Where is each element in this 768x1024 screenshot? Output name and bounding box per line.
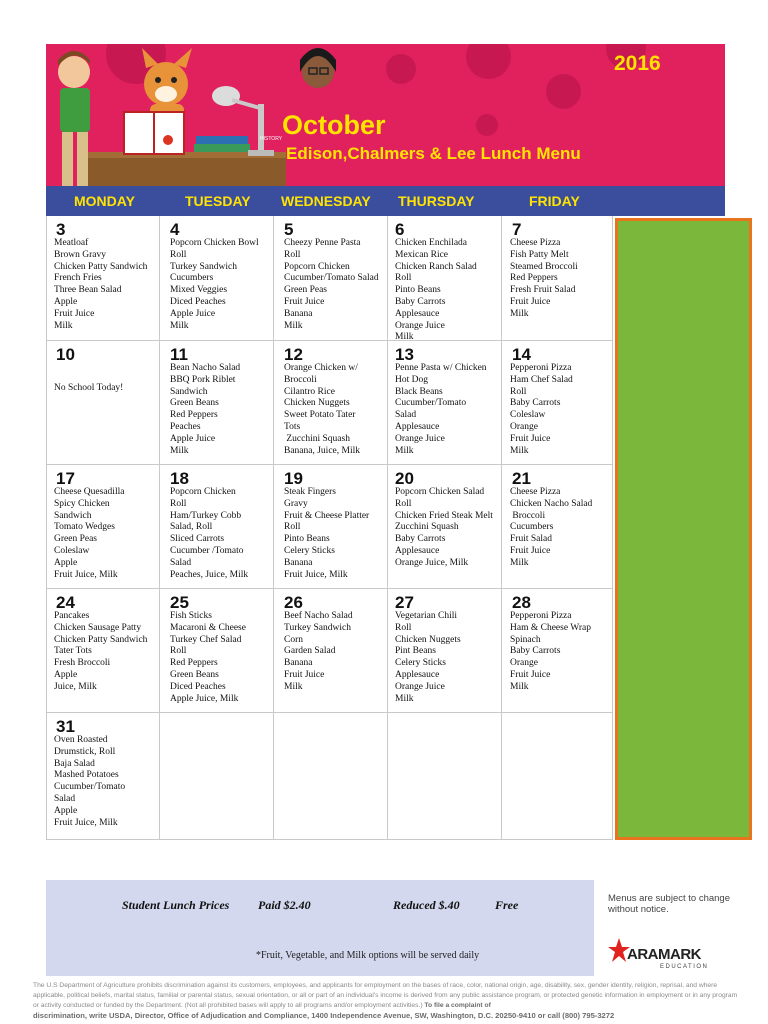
svg-text:HISTORY: HISTORY [260, 136, 283, 142]
day-number: 3 [56, 220, 66, 239]
day-number: 26 [284, 593, 303, 612]
day-menu-items: Oven Roasted Drumstick, Roll Baja Salad Mashed Potatoes Cucumber/Tomato Salad Apple Fruit Juice, Milk [54, 735, 126, 828]
day-header-wednesday: WEDNESDAY [281, 193, 371, 209]
daily-options-note: *Fruit, Vegetable, and Milk options will be served daily [256, 950, 480, 961]
decor-dot [546, 74, 581, 109]
day-menu-items: Popcorn Chicken Roll Ham/Turkey Cobb Salad, Roll Sliced Carrots Cucumber /Tomato Salad Peaches, Juice, Milk [170, 487, 249, 580]
day-number: 25 [170, 593, 189, 612]
paid-price: Paid $2.40 [258, 898, 311, 912]
day-menu-items: Chicken Enchilada Mexican Rice Chicken Ranch Salad Roll Pinto Beans Baby Carrots Applesauce Orange Juice Milk [395, 238, 477, 343]
menu-day-cell [388, 589, 502, 713]
day-menu-items: Popcorn Chicken Salad Roll Chicken Fried Steak Melt Zucchini Squash Baby Carrots Applesauce Orange Juice, Milk [395, 487, 493, 568]
day-number: 7 [512, 220, 522, 239]
day-number: 12 [284, 345, 303, 364]
menu-day-cell [274, 713, 388, 840]
day-number: 24 [56, 593, 75, 612]
day-menu-items: Penne Pasta w/ Chicken Hot Dog Black Beans Cucumber/Tomato Salad Applesauce Orange Juice Milk [395, 363, 487, 456]
menu-day-cell [274, 589, 388, 713]
day-header-tuesday: TUESDAY [185, 193, 251, 209]
menu-change-notice: Menus are subject to change without notice. [608, 893, 730, 915]
day-menu-items: Meatloaf Brown Gravy Chicken Patty Sandwich French Fries Three Bean Salad Apple Fruit Juice Milk [54, 238, 148, 331]
day-menu-items: Fish Sticks Macaroni & Cheese Turkey Chef Salad Roll Red Peppers Green Beans Diced Peaches Apple Juice, Milk [170, 611, 246, 704]
day-number: 28 [512, 593, 531, 612]
day-menu-items: Popcorn Chicken Bowl Roll Turkey Sandwich Cucumbers Mixed Veggies Diced Peaches Apple Juice Milk [170, 238, 259, 331]
decor-dot [466, 44, 511, 79]
menu-day-cell [46, 589, 160, 713]
reduced-price: Reduced $.40 [393, 898, 460, 912]
menu-day-cell [388, 465, 502, 589]
day-menu-items: Pepperoni Pizza Ham & Cheese Wrap Spinach Baby Carrots Orange Fruit Juice Milk [510, 611, 591, 692]
menu-day-cell [160, 216, 274, 341]
decor-dot [386, 54, 416, 84]
free-price: Free [495, 898, 519, 912]
day-menu-items: Bean Nacho Salad BBQ Pork Riblet Sandwich Green Beans Red Peppers Peaches Apple Juice Milk [170, 363, 241, 456]
day-number: 18 [170, 469, 189, 488]
day-number: 6 [395, 220, 405, 239]
day-menu-items: No School Today! [54, 383, 124, 393]
menu-day-cell [502, 465, 613, 589]
menu-day-cell [160, 713, 274, 840]
menu-day-cell [160, 465, 274, 589]
menu-title: Edison,Chalmers & Lee Lunch Menu [286, 144, 581, 163]
day-number: 20 [395, 469, 414, 488]
menu-day-cell [46, 465, 160, 589]
usda-complaint-address: discrimination, write USDA, Director, Office of Adjudication and Compliance, 1400 Independence Avenue, SW, Washington, D.C. 20250-9410 or call (800) 795-3272 [33, 1011, 615, 1020]
menu-day-cell [502, 589, 613, 713]
day-menu-items: Cheese Pizza Chicken Nacho Salad Broccoli Cucumbers Fruit Salad Fruit Juice Milk [510, 487, 593, 568]
day-menu-items: Beef Nacho Salad Turkey Sandwich Corn Garden Salad Banana Fruit Juice Milk [284, 611, 353, 692]
day-number: 27 [395, 593, 414, 612]
year-title: 2016 [614, 52, 661, 75]
day-menu-items: Cheese Quesadilla Spicy Chicken Sandwich Tomato Wedges Green Peas Coleslaw Apple Fruit Juice, Milk [54, 487, 125, 580]
day-number: 13 [395, 345, 414, 364]
day-header-bar [46, 186, 725, 216]
day-number: 4 [170, 220, 180, 239]
aramark-logo-sub: EDUCATION [660, 964, 709, 970]
menu-day-cell [502, 341, 613, 465]
aramark-logo-text: ARAMARK [627, 946, 701, 963]
menu-day-cell [274, 465, 388, 589]
day-menu-items: Orange Chicken w/ Broccoli Cilantro Rice Chicken Nuggets Sweet Potato Tater Tots Zucchini Squash Banana, Juice, Milk [284, 363, 360, 456]
menu-day-cell [502, 216, 613, 341]
day-menu-items: Pancakes Chicken Sausage Patty Chicken Patty Sandwich Tater Tots Fresh Broccoli Apple Juice, Milk [54, 611, 148, 692]
menu-day-cell [46, 713, 160, 840]
day-number: 5 [284, 220, 294, 239]
day-menu-items: Pepperoni Pizza Ham Chef Salad Roll Baby Carrots Coleslaw Orange Fruit Juice Milk [510, 363, 573, 456]
decor-dot [476, 114, 498, 136]
menu-day-cell [274, 341, 388, 465]
day-menu-items: Cheezy Penne Pasta Roll Popcorn Chicken Cucumber/Tomato Salad Green Peas Fruit Juice Banana Milk [284, 238, 379, 331]
day-menu-items: Vegetarian Chili Roll Chicken Nuggets Pint Beans Celery Sticks Applesauce Orange Juice Milk [395, 611, 461, 704]
day-number: 10 [56, 345, 75, 364]
day-menu-items: Steak Fingers Gravy Fruit & Cheese Platter Roll Pinto Beans Celery Sticks Banana Fruit Juice, Milk [284, 487, 370, 580]
day-number: 14 [512, 345, 531, 364]
month-title: October [282, 110, 386, 140]
day-header-thursday: THURSDAY [398, 193, 475, 209]
menu-day-cell [388, 713, 502, 840]
menu-day-cell [46, 216, 160, 341]
menu-day-cell [160, 589, 274, 713]
usda-nondiscrimination-statement [33, 981, 738, 1011]
menu-day-cell [388, 341, 502, 465]
menu-day-cell [502, 713, 613, 840]
day-number: 17 [56, 469, 75, 488]
legal-text: The U.S Department of Agriculture prohibits discrimination against its customers, employees, and applicants for employment on the bases of race, color, national origin, age, disability, sex, gender identity, religion, reprisal, and where applicable, political beliefs, marital status, familial or parental status, sexual orientation, or all or part of an individual's income is derived from any public assistance program, or protected genetic information in employment or in any program or activity conducted or funded by the Department. (Not all prohibited bases will apply to all programs and/or employment activities.) [33, 982, 738, 1009]
day-header-monday: MONDAY [74, 193, 135, 209]
menu-day-cell [46, 341, 160, 465]
complaint-lead: To file a complaint of [424, 1002, 491, 1009]
day-number: 31 [56, 717, 75, 736]
day-header-friday: FRIDAY [529, 193, 580, 209]
prices-label: Student Lunch Prices [122, 898, 230, 912]
lunch-prices-box [46, 880, 594, 976]
day-number: 11 [170, 345, 188, 364]
day-number: 19 [284, 469, 303, 488]
menu-day-cell [274, 216, 388, 341]
green-side-panel [615, 218, 752, 840]
menu-day-cell [160, 341, 274, 465]
day-menu-items: Cheese Pizza Fish Patty Melt Steamed Broccoli Red Peppers Fresh Fruit Salad Fruit Juice Milk [510, 238, 578, 319]
day-number: 21 [512, 469, 531, 488]
header-banner [46, 44, 725, 186]
menu-day-cell [388, 216, 502, 341]
